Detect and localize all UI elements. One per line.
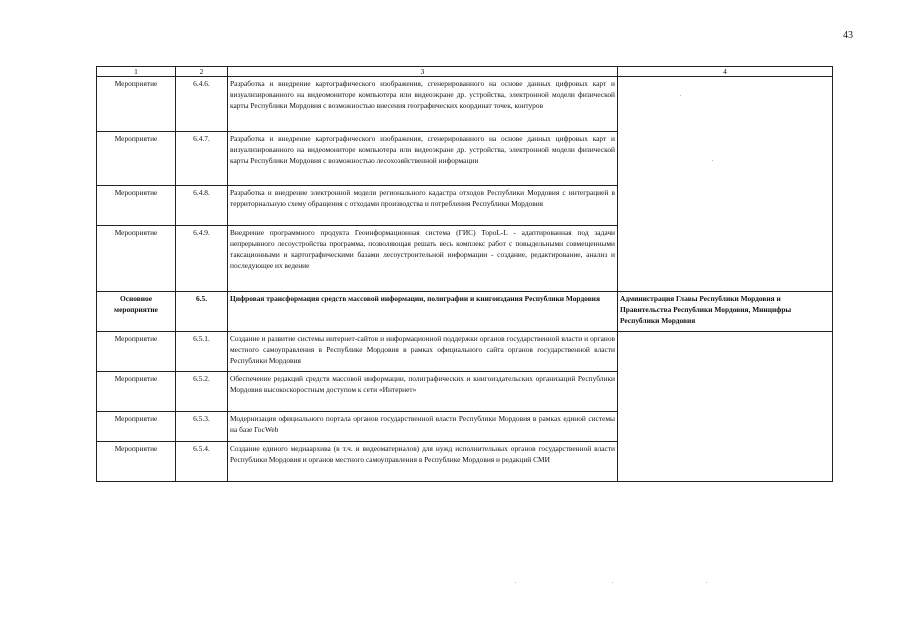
row-description: Внедрение программного продукта Геоинформационная система (ГИС) TopoL-L - адаптированная под задачи непрерывного лесоустройства программа, позволяющая решать весь комплекс работ с повыдельными совмещенными таксационными и картографическими базами лесоустроительной информации - создание, редактирование, анализ и последующее их ведение	[228, 226, 618, 292]
scan-speck	[712, 160, 713, 161]
row-description: Создание единого медиаархива (в т.ч. и видеоматериалов) для нужд исполнительных органов государственной власти Республики Мордовия и органов местного самоуправления в Республике Мордовия и редакций СМИ	[228, 442, 618, 482]
row-number: 6.5.4.	[176, 442, 228, 482]
row-description: Создание и развитие системы интернет-сайтов и информационной поддержки органов государственной власти и органов местного самоуправления в Республике Мордовия в рамках официального сайта органов государственной власти Республики Мордовия	[228, 332, 618, 372]
row-description: Обеспечение редакций средств массовой информации, полиграфических и книгоиздательских организаций Республики Мордовия высокоскоростным доступом к сети «Интернет»	[228, 372, 618, 412]
row-type: Мероприятие	[97, 186, 176, 226]
scan-speck	[706, 582, 707, 583]
column-header: 2	[176, 67, 228, 77]
row-number: 6.5.	[176, 292, 228, 332]
scan-speck	[612, 582, 613, 583]
table-header-row	[97, 67, 833, 77]
row-description: Цифровая трансформация средств массовой информации, полиграфии и книгоиздания Республики Мордовия	[228, 292, 618, 332]
responsible-cell	[618, 77, 833, 292]
row-description: Разработка и внедрение картографического изображения, сгенерированного на основе данных цифровых карт и визуализированного на видеомониторе компьютера или видеоэкране др. устройства, электронной модели физической карты Республики Мордовия с возможностью внесения географических координат точек, контуров	[228, 77, 618, 132]
row-type: Мероприятие	[97, 132, 176, 186]
row-number: 6.5.2.	[176, 372, 228, 412]
page-number: 43	[843, 30, 853, 41]
row-type: Мероприятие	[97, 372, 176, 412]
scan-speck	[680, 95, 681, 96]
row-type: Мероприятие	[97, 412, 176, 442]
responsible-cell: Администрация Главы Республики Мордовия и Правительства Республики Мордовия, Минцифры Республики Мордовия	[618, 292, 833, 332]
row-description: Модернизация официального портала органов государственной власти Республики Мордовия в рамках единой системы на базе ГосWeb	[228, 412, 618, 442]
row-description: Разработка и внедрение электронной модели регионального кадастра отходов Республики Мордовия с интеграцией в территориальную схему обращения с отходами производства и потребления Республики Мордовия	[228, 186, 618, 226]
row-number: 6.4.6.	[176, 77, 228, 132]
row-type: Мероприятие	[97, 77, 176, 132]
row-number: 6.4.8.	[176, 186, 228, 226]
row-type: Мероприятие	[97, 442, 176, 482]
row-number: 6.4.7.	[176, 132, 228, 186]
table-row	[97, 332, 833, 372]
table-row	[97, 77, 833, 132]
row-number: 6.4.9.	[176, 226, 228, 292]
responsible-cell	[618, 332, 833, 482]
table-row-main	[97, 292, 833, 332]
activities-table	[96, 66, 833, 482]
column-header: 4	[618, 67, 833, 77]
row-number: 6.5.1.	[176, 332, 228, 372]
column-header: 1	[97, 67, 176, 77]
row-type: Мероприятие	[97, 226, 176, 292]
row-number: 6.5.3.	[176, 412, 228, 442]
column-header: 3	[228, 67, 618, 77]
row-description: Разработка и внедрение картографического изображения, сгенерированного на основе данных цифровых карт и визуализированного на видеомониторе компьютера или видеоэкране др. устройства, электронной модели физической карты Республики Мордовия с возможностью лесохозяйственной информации	[228, 132, 618, 186]
row-type: Основное мероприятие	[97, 292, 176, 332]
row-type: Мероприятие	[97, 332, 176, 372]
scan-speck	[515, 582, 516, 583]
